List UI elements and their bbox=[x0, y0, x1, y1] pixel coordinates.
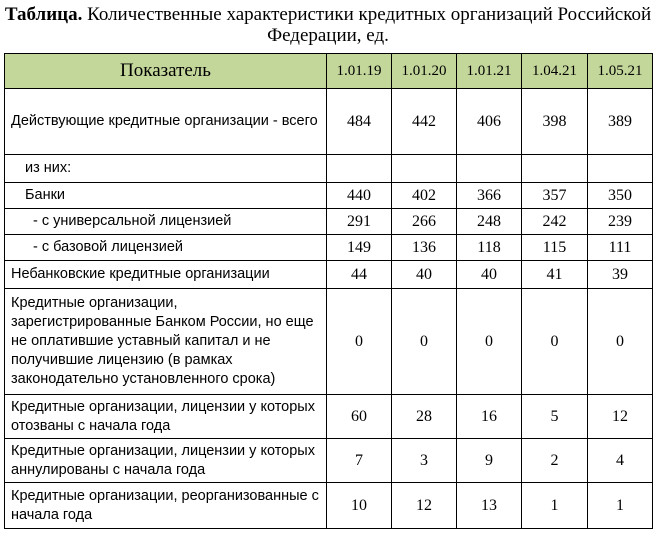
row-name: - с базовой лицензией bbox=[5, 235, 327, 261]
row-value: 10 bbox=[327, 483, 392, 529]
row-name: Кредитные организации, лицензии у которых аннулированы с начала года bbox=[5, 439, 327, 483]
row-value: 7 bbox=[327, 439, 392, 483]
row-name: Кредитные организации, лицензии у которых отозваны с начала года bbox=[5, 395, 327, 439]
table-row bbox=[5, 439, 653, 483]
row-value: 291 bbox=[327, 209, 392, 235]
row-value bbox=[457, 155, 522, 183]
table-row bbox=[5, 483, 653, 529]
row-value: 0 bbox=[522, 289, 588, 395]
caption-bold: Таблица. bbox=[4, 4, 83, 25]
row-value: 9 bbox=[457, 439, 522, 483]
header-date: 1.04.21 bbox=[522, 54, 588, 89]
header-date: 1.01.21 bbox=[457, 54, 522, 89]
row-value: 0 bbox=[457, 289, 522, 395]
row-value: 402 bbox=[392, 183, 457, 209]
row-value: 1 bbox=[588, 483, 653, 529]
row-value: 389 bbox=[588, 89, 653, 155]
row-value: 39 bbox=[588, 261, 653, 289]
row-value: 41 bbox=[522, 261, 588, 289]
row-name: Действующие кредитные организации - всего bbox=[5, 89, 327, 155]
row-value bbox=[327, 155, 392, 183]
row-value: 440 bbox=[327, 183, 392, 209]
credit-organizations-table bbox=[4, 53, 653, 529]
row-value: 16 bbox=[457, 395, 522, 439]
table-row bbox=[5, 289, 653, 395]
row-value: 0 bbox=[327, 289, 392, 395]
row-value: 136 bbox=[392, 235, 457, 261]
row-value: 357 bbox=[522, 183, 588, 209]
row-value: 266 bbox=[392, 209, 457, 235]
row-value: 0 bbox=[588, 289, 653, 395]
header-indicator: Показатель bbox=[5, 54, 327, 89]
row-value: 5 bbox=[522, 395, 588, 439]
table-row bbox=[5, 183, 653, 209]
row-value: 28 bbox=[392, 395, 457, 439]
row-value: 13 bbox=[457, 483, 522, 529]
header-date: 1.01.20 bbox=[392, 54, 457, 89]
row-value: 2 bbox=[522, 439, 588, 483]
row-value: 248 bbox=[457, 209, 522, 235]
table-row bbox=[5, 235, 653, 261]
row-value: 40 bbox=[457, 261, 522, 289]
row-value: 484 bbox=[327, 89, 392, 155]
table-row bbox=[5, 261, 653, 289]
row-value: 12 bbox=[588, 395, 653, 439]
header-date: 1.05.21 bbox=[588, 54, 653, 89]
row-value: 406 bbox=[457, 89, 522, 155]
row-name: из них: bbox=[5, 155, 327, 183]
row-name: Кредитные организации, реорганизованные с начала года bbox=[5, 483, 327, 529]
row-value: 40 bbox=[392, 261, 457, 289]
row-value: 44 bbox=[327, 261, 392, 289]
table-row bbox=[5, 89, 653, 155]
row-name: Кредитные организации, зарегистрированные Банком России, но еще не оплатившие уставный капитал и не получившие лицензию (в рамках законодательно установленного срока) bbox=[5, 289, 327, 395]
row-value: 3 bbox=[392, 439, 457, 483]
row-name: Небанковские кредитные организации bbox=[5, 261, 327, 289]
header-date: 1.01.19 bbox=[327, 54, 392, 89]
row-value: 111 bbox=[588, 235, 653, 261]
row-value: 1 bbox=[522, 483, 588, 529]
row-value: 118 bbox=[457, 235, 522, 261]
row-value bbox=[522, 155, 588, 183]
row-value bbox=[588, 155, 653, 183]
row-value: 442 bbox=[392, 89, 457, 155]
row-value: 398 bbox=[522, 89, 588, 155]
row-value: 12 bbox=[392, 483, 457, 529]
row-value: 239 bbox=[588, 209, 653, 235]
row-value: 366 bbox=[457, 183, 522, 209]
row-name: Банки bbox=[5, 183, 327, 209]
table-row bbox=[5, 395, 653, 439]
table-row bbox=[5, 155, 653, 183]
header-row bbox=[5, 54, 653, 89]
row-value: 60 bbox=[327, 395, 392, 439]
table-row bbox=[5, 209, 653, 235]
table-caption bbox=[0, 4, 656, 46]
row-value: 0 bbox=[392, 289, 457, 395]
caption-text: Количественные характеристики кредитных организаций Российской Федерации, ед. bbox=[82, 4, 652, 46]
row-value: 115 bbox=[522, 235, 588, 261]
row-value bbox=[392, 155, 457, 183]
row-name: - с универсальной лицензией bbox=[5, 209, 327, 235]
row-value: 149 bbox=[327, 235, 392, 261]
row-value: 350 bbox=[588, 183, 653, 209]
row-value: 4 bbox=[588, 439, 653, 483]
row-value: 242 bbox=[522, 209, 588, 235]
